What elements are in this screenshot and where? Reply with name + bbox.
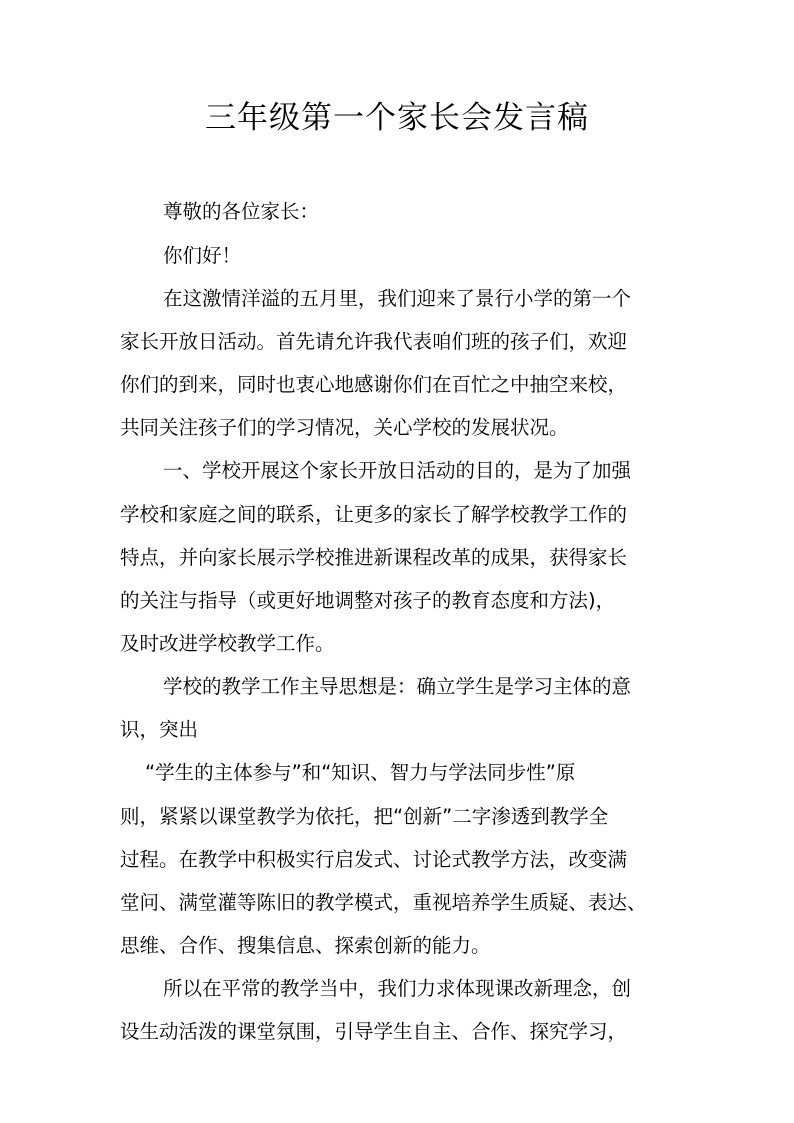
salutation-line: 尊敬的各位家长： (163, 200, 320, 223)
paragraph-line: “学生的主体参与”和“知识、智力与学法同步性”原 (145, 761, 576, 784)
paragraph-line: 家长开放日活动。首先请允许我代表咱们班的孩子们，欢迎 (120, 330, 628, 353)
paragraph-line: 特点，并向家长展示学校推进新课程改革的成果，获得家长 (120, 546, 628, 569)
paragraph-line: 及时改进学校教学工作。 (120, 632, 335, 655)
paragraph-line: 所以在平常的教学当中，我们力求体现课改新理念，创 (163, 977, 632, 1000)
paragraph-line: 的关注与指导（或更好地调整对孩子的教育态度和方法)， (120, 589, 616, 612)
paragraph-line: 在这激情洋溢的五月里，我们迎来了景行小学的第一个 (163, 287, 632, 310)
document-title: 三年级第一个家长会发言稿 (205, 100, 589, 136)
paragraph-line: 过程。在教学中积极实行启发式、讨论式教学方法，改变满 (120, 848, 628, 871)
paragraph-line: 设生动活泼的课堂氛围，引导学生自主、合作、探究学习， (120, 1020, 628, 1043)
paragraph-line: 堂问、满堂灌等陈旧的教学模式，重视培养学生质疑、表达、 (120, 891, 647, 914)
paragraph-line: 一、学校开展这个家长开放日活动的目的，是为了加强 (163, 459, 632, 482)
greeting-line: 你们好！ (163, 244, 242, 267)
paragraph-line: 则，紧紧以课堂教学为依托，把“创新”二字渗透到教学全 (120, 805, 609, 828)
paragraph-line: 学校的教学工作主导思想是：确立学生是学习主体的意 (163, 675, 632, 698)
paragraph-line: 共同关注孩子们的学习情况，关心学校的发展状况。 (120, 416, 569, 439)
paragraph-line: 识，突出 (120, 718, 199, 741)
paragraph-line: 思维、合作、搜集信息、探索创新的能力。 (120, 934, 491, 957)
paragraph-line: 你们的到来，同时也衷心地感谢你们在百忙之中抽空来校， (120, 373, 628, 396)
paragraph-line: 学校和家庭之间的联系，让更多的家长了解学校教学工作的 (120, 503, 628, 526)
